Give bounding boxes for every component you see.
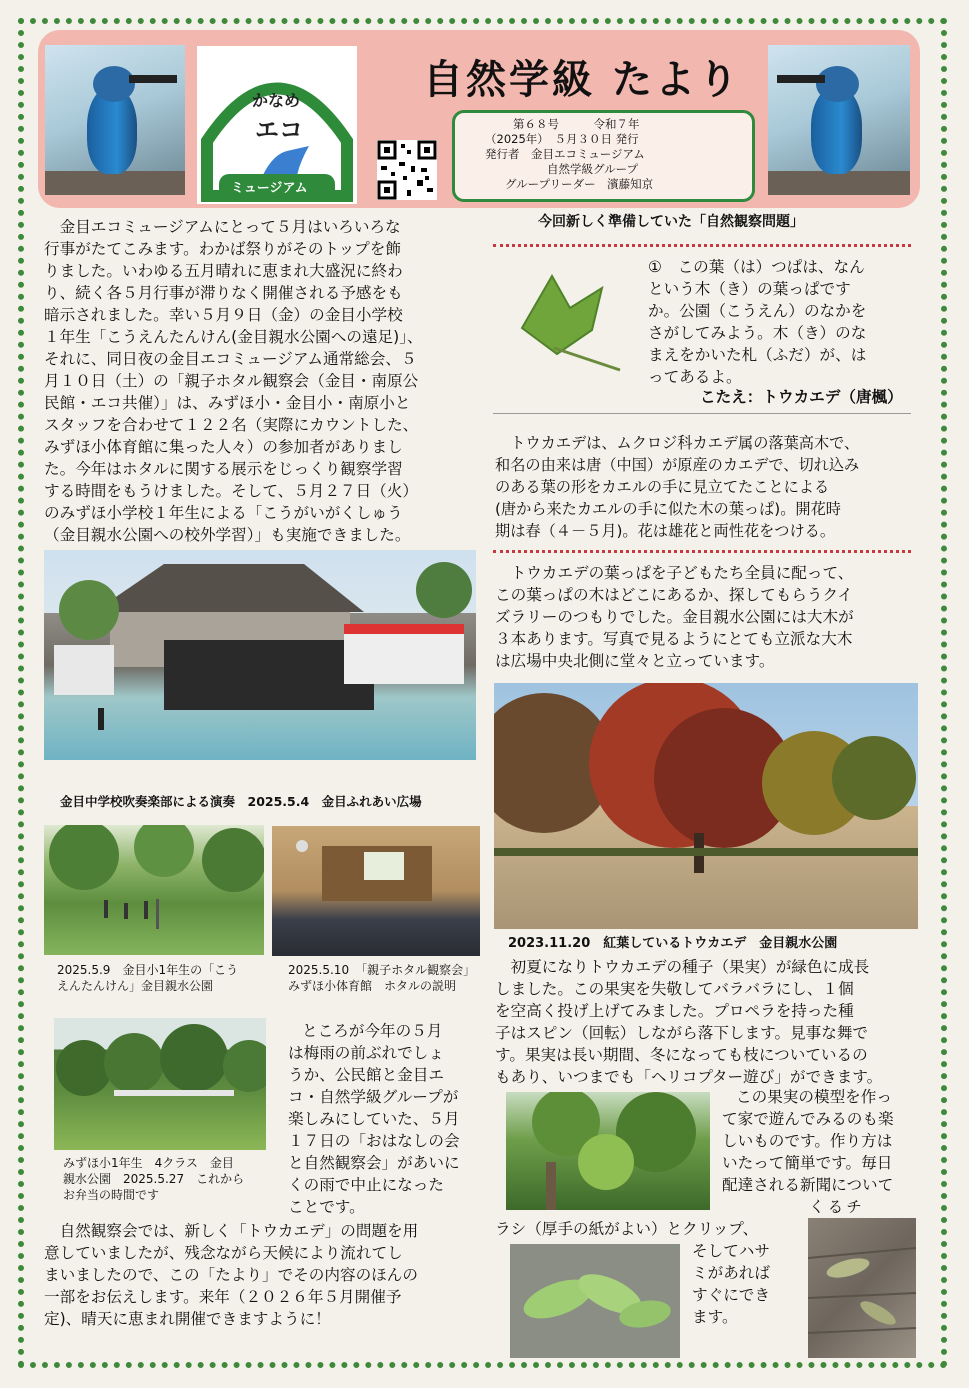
- quiz-question: ① この葉（は）つぱは、なん という木（き）の葉っぱです か。公園（こうえん）のなかを さがしてみよう。木（き）のな まえをかいた札（ふだ）が、は ってあるよ。: [648, 258, 867, 386]
- kingfisher-photo-right: [768, 45, 910, 195]
- model-making-tail: そしてハサ ミがあれば すぐにでき ます。: [692, 1242, 770, 1326]
- nature-quiz-heading: 今回新しく準備していた「自然観察問題」: [538, 214, 804, 230]
- qr-code[interactable]: [377, 140, 437, 200]
- tokaede-leaf-photo: [492, 258, 628, 378]
- kingfisher-photo-left: [45, 45, 185, 195]
- issue-leader: グループリーダー 濱藤知京: [505, 177, 654, 191]
- newsletter-title: 自然学級 たより: [423, 57, 741, 103]
- band-performance-photo: [44, 550, 476, 760]
- logo-text-eco: エコ: [255, 116, 303, 144]
- dotted-divider-1: [493, 244, 911, 247]
- maple-leaf-icon: [492, 258, 628, 378]
- issue-group: 自然学級グループ: [547, 162, 639, 176]
- logo-text-kaname: かなめ: [252, 91, 301, 110]
- seed-propeller-paragraph: 初夏になりトウカエデの種子（果実）が緑色に成長 しました。この果実を失敬してバラバラにし、１個 を空高く投げ上げてみました。プロペラを持った種 子はスピン（回転）しながら落下します。見事な舞で す。果実は長い期間、冬になっても枝についているの もあり、いつまでも「ヘリコプター遊び」ができます。: [495, 958, 883, 1086]
- logo-text-museum: ミュージアム: [231, 181, 308, 196]
- park-excursion-photo: [44, 825, 264, 955]
- model-making-paragraph: この果実の模型を作っ て家で遊んでみるのも楽 しいものです。作り方は いたって簡単です。毎日 配達される新聞について: [722, 1088, 894, 1194]
- seed-wings-photo: [510, 1244, 680, 1358]
- model-making-kuru: くるチ: [809, 1198, 865, 1216]
- gym-photo-caption: 2025.5.10 「親子ホタル観察会」 みずほ小体育館 ホタルの説明: [288, 963, 476, 993]
- quiz-answer-divider: [493, 413, 911, 414]
- model-making-line6: ラシ（厚手の紙がよい）とクリップ、: [495, 1220, 759, 1238]
- rain-cancellation-paragraph: ところが今年の５月 は梅雨の前ぶれでしょ うか、公民館と金目エ コ・自然学級グループが 楽しみにしていた、５月 １７日の「おはなしの会 と自然観察会」があいに くの雨で中止になった ことです。: [288, 1022, 460, 1216]
- bark-seed-photo: [808, 1218, 916, 1358]
- issue-number: 第６８号 令和７年: [513, 117, 640, 131]
- green-seeds-photo: [506, 1092, 710, 1210]
- park-photo-caption: 2025.5.9 金目小1年生の「こう えんたんけん」金目親水公園: [57, 963, 239, 993]
- lunch-photo-caption: みずほ小1年生 4クラス 金目 親水公園 2025.5.27 これから お弁当の時間です: [63, 1156, 245, 1202]
- gym-firefly-photo: [272, 826, 480, 956]
- kaname-eco-logo: [197, 46, 357, 204]
- tokaede-description: トウカエデは、ムクロジ科カエデ属の落葉高木で、 和名の由来は唐（中国）が原産のカエデで、切れ込み のある葉の形をカエルの手に見立てたことによる (唐から来たカエルの手に似た木の葉っぱ)。開花時 期は春（４－５月)。花は雄花と両性花をつける。: [495, 434, 860, 540]
- autumn-tree-caption: 2023.11.20 紅葉しているトウカエデ 金目親水公園: [508, 936, 838, 951]
- intro-paragraph: 金目エコミュージアムにとって５月はいろいろな 行事がたてこみます。わかば祭りがそのトップを飾 りました。いわゆる五月晴れに恵まれ大盛況に終わ り、続く各５月行事が滞りなく開催される予感をも 暗示されました。幸い５月９日（金）の金目小学校 １年生「こうえんたんけん(金目親水公園への遠足)」、 それに、同日夜の金目エコミュージアム通常総会、５ 月１０日（土）の「親子ホタル観察会（金目・南原公 民館・エコ共催）」は、みずほ小・金目小・南原小と スタッフを合わせて１２２名（実際にカウントした、 みずほ小体育館に集った人々）の参加者がありまし た。今年はホタルに関する展示をじっくり観察学習 する時間をもうけました。そして、５月２７日（火） のみずほ小学校１年生による「こうがいがくしゅう （金目親水公園への校外学習）」も実施できました。: [44, 218, 423, 544]
- issue-date: （2025年） ５月３０日 発行: [485, 132, 639, 146]
- band-photo-caption: 金目中学校吹奏楽部による演奏 2025.5.4 金目ふれあい広場: [60, 794, 422, 809]
- quiz-answer: こたえ：トウカエデ（唐楓）: [700, 388, 903, 406]
- issue-info-box: [452, 110, 755, 202]
- issue-publisher: 発行者 金目エコミュージアム: [485, 147, 645, 161]
- lunch-time-photo: [54, 1018, 266, 1150]
- quiz-rally-paragraph: トウカエデの葉っぱを子どもたち全員に配って、 この葉っぱの木はどこにあるか、探してもらうクイ ズラリーのつもりでした。金目親水公園には大木が ３本あります。写真で見るようにとても立派な大木 は広場中央北側に堂々と立っています。: [495, 564, 854, 670]
- autumn-tokaede-photo: [494, 683, 918, 929]
- dotted-divider-2: [493, 550, 911, 553]
- closing-paragraph: 自然観察会では、新しく「トウカエデ」の問題を用 意していましたが、残念ながら天候により流れてし まいましたので、この「たより」でその内容のほんの 一部をお伝えします。来年（２０２６年５月開催予 定)、晴天に恵まれ開催できますように！: [44, 1222, 419, 1328]
